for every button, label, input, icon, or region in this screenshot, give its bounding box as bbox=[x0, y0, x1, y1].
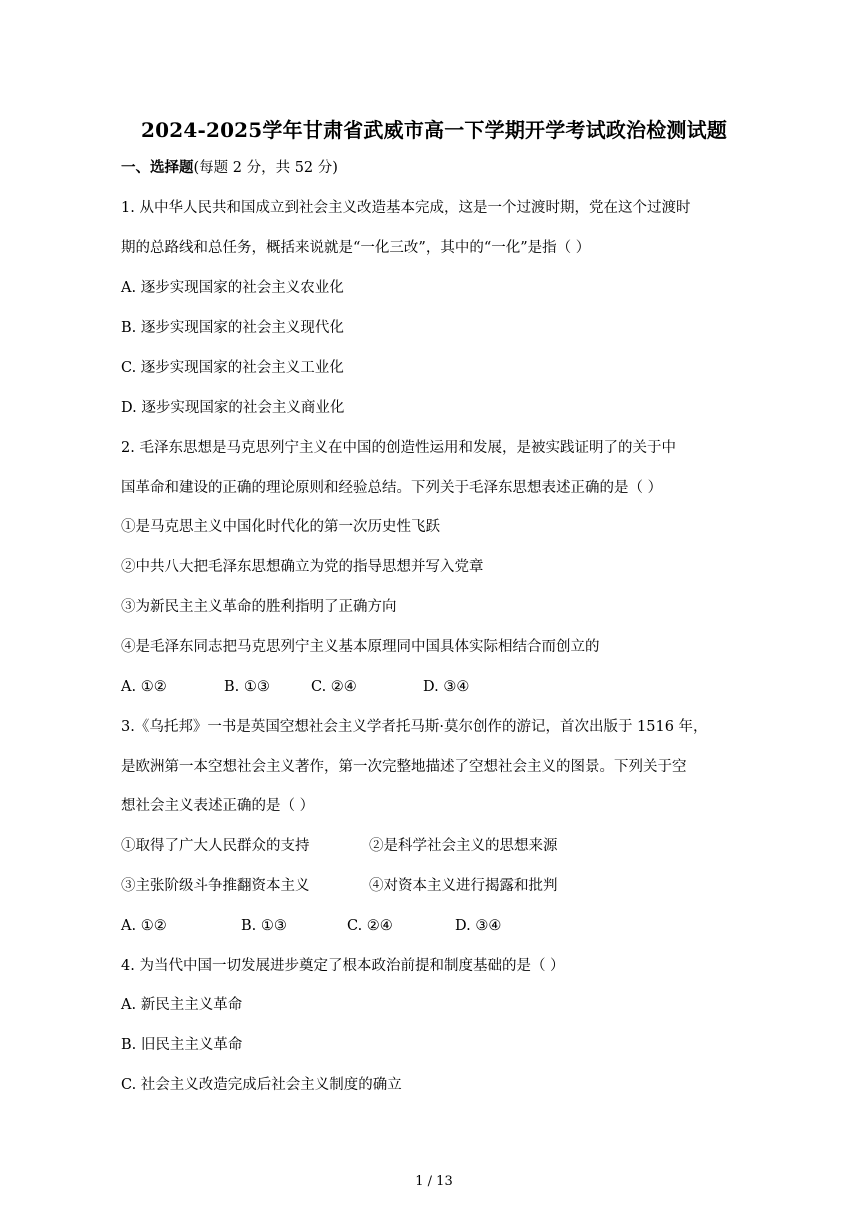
q3-stem-line1: 3.《乌托邦》一书是英国空想社会主义学者托马斯·莫尔创作的游记，首次出版于 1516 年， bbox=[121, 719, 708, 735]
q4-option-b: B. 旧民主主义革命 bbox=[121, 1037, 243, 1053]
q4-stem-line1: 4. 为当代中国一切发展进步奠定了根本政治前提和制度基础的是（ ） bbox=[121, 958, 565, 974]
q2-item-4: ④是毛泽东同志把马克思列宁主义基本原理同中国具体实际相结合而创立的 bbox=[121, 639, 600, 655]
section-heading bbox=[121, 158, 758, 178]
page-number: 1 / 13 bbox=[415, 1174, 453, 1189]
section-note: (每题 2 分，共 52 分) bbox=[193, 160, 338, 176]
q3-option-b: B. ①③ bbox=[241, 918, 287, 934]
q1-option-c: C. 逐步实现国家的社会主义工业化 bbox=[121, 360, 344, 376]
q1-option-a: A. 逐步实现国家的社会主义农业化 bbox=[121, 280, 344, 296]
q2-option-c: C. ②④ bbox=[311, 679, 357, 695]
q3-stem-line3: 想社会主义表述正确的是（ ） bbox=[121, 798, 315, 814]
q3-option-c: C. ②④ bbox=[347, 918, 393, 934]
q3-items-row2 bbox=[121, 876, 758, 896]
q3-item-2: ②是科学社会主义的思想来源 bbox=[369, 838, 558, 854]
q3-option-d: D. ③④ bbox=[455, 918, 502, 934]
q2-stem-line2: 国革命和建设的正确的理论原则和经验总结。下列关于毛泽东思想表述正确的是（ ） bbox=[121, 480, 663, 496]
section-label: 一、选择题 bbox=[121, 159, 194, 176]
q1-option-d: D. 逐步实现国家的社会主义商业化 bbox=[121, 400, 345, 416]
q2-stem-line1: 2. 毛泽东思想是马克思列宁主义在中国的创造性运用和发展，是被实践证明了的关于中 bbox=[121, 440, 676, 456]
q1-stem-line1: 1. 从中华人民共和国成立到社会主义改造基本完成，这是一个过渡时期，党在这个过渡时 bbox=[121, 200, 691, 216]
q3-options-row bbox=[121, 916, 758, 936]
q4-option-a: A. 新民主主义革命 bbox=[121, 997, 243, 1013]
q2-option-a: A. ①② bbox=[121, 679, 167, 695]
document-title: 2024-2025学年甘肃省武威市高一下学期开学考试政治检测试题 bbox=[140, 118, 728, 142]
q3-item-4: ④对资本主义进行揭露和批判 bbox=[369, 878, 558, 894]
q1-stem-line2: 期的总路线和总任务，概括来说就是“一化三改”，其中的“一化”是指（ ） bbox=[121, 240, 591, 256]
q2-option-d: D. ③④ bbox=[423, 679, 470, 695]
q3-item-1: ①取得了广大人民群众的支持 bbox=[121, 838, 310, 854]
q2-item-3: ③为新民主主义革命的胜利指明了正确方向 bbox=[121, 599, 397, 615]
q2-option-b: B. ①③ bbox=[224, 679, 270, 695]
q4-option-c: C. 社会主义改造完成后社会主义制度的确立 bbox=[121, 1077, 402, 1093]
q3-item-3: ③主张阶级斗争推翻资本主义 bbox=[121, 878, 310, 894]
q2-item-2: ②中共八大把毛泽东思想确立为党的指导思想并写入党章 bbox=[121, 559, 484, 575]
q3-option-a: A. ①② bbox=[121, 918, 167, 934]
q1-option-b: B. 逐步实现国家的社会主义现代化 bbox=[121, 320, 344, 336]
q2-options-row bbox=[121, 677, 758, 697]
q2-item-1: ①是马克思主义中国化时代化的第一次历史性飞跃 bbox=[121, 519, 440, 535]
q3-items-row1 bbox=[121, 836, 758, 856]
q3-stem-line2: 是欧洲第一本空想社会主义著作，第一次完整地描述了空想社会主义的图景。下列关于空 bbox=[121, 759, 687, 775]
